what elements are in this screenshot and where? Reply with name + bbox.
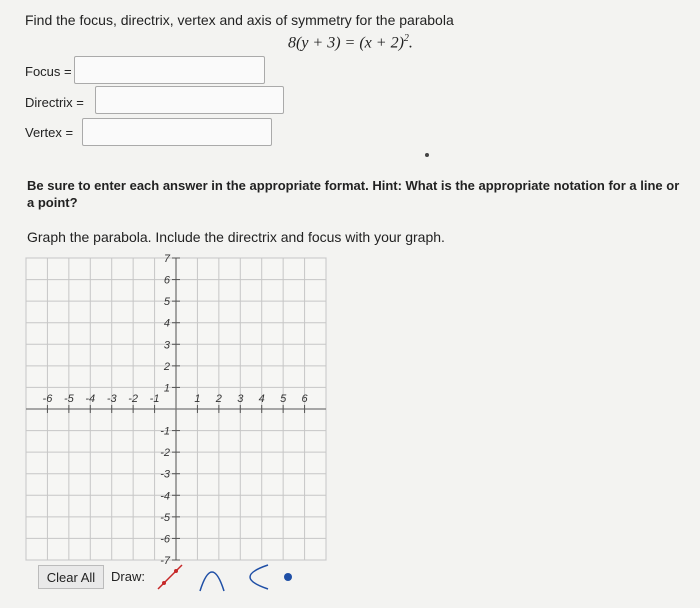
equation-exponent: 2 xyxy=(403,33,409,44)
draw-label: Draw: xyxy=(111,569,145,584)
x-tick-label: 5 xyxy=(280,393,287,405)
focus-input[interactable] xyxy=(74,56,265,84)
parabola-tool-icon[interactable] xyxy=(194,559,230,595)
x-tick-label: -6 xyxy=(42,393,53,405)
y-tick-label: -7 xyxy=(160,555,170,567)
parabola-equation xyxy=(288,33,413,52)
x-tick-label: 6 xyxy=(301,393,308,405)
y-tick-label: 5 xyxy=(163,296,170,309)
equation-text: 8(y + 3) = (x + 2) xyxy=(288,34,404,52)
stray-dot xyxy=(425,153,429,157)
format-hint: Be sure to enter each answer in the appropriate format. Hint: What is the appropriate notation for a line or a point? xyxy=(27,178,680,210)
focus-label: Focus = xyxy=(25,64,72,79)
y-tick-label: 2 xyxy=(163,360,170,373)
x-tick-label: -5 xyxy=(63,393,74,405)
x-tick-label: 1 xyxy=(194,393,201,405)
x-tick-label: 4 xyxy=(258,393,265,405)
graph-instruction: Graph the parabola. Include the directrix and focus with your graph. xyxy=(27,229,445,245)
line-tool-icon[interactable] xyxy=(152,559,188,595)
y-tick-label: -5 xyxy=(160,511,170,524)
y-tick-label: 4 xyxy=(163,317,170,330)
y-tick-label: -2 xyxy=(160,447,170,460)
y-tick-label: 7 xyxy=(163,253,170,265)
x-tick-label: -4 xyxy=(85,393,96,405)
clear-all-button[interactable]: Clear All xyxy=(38,565,104,589)
y-tick-label: 1 xyxy=(163,382,170,395)
question-prompt: Find the focus, directrix, vertex and axis of symmetry for the parabola xyxy=(25,12,454,28)
y-tick-label: 3 xyxy=(163,339,170,352)
x-tick-label: 3 xyxy=(237,393,244,405)
vertex-label: Vertex = xyxy=(25,125,74,140)
graph-canvas[interactable] xyxy=(26,253,326,567)
sideways-parabola-tool-icon[interactable] xyxy=(236,559,272,595)
directrix-input[interactable] xyxy=(95,86,284,114)
draw-tools xyxy=(152,557,300,597)
y-tick-label: -6 xyxy=(160,533,170,546)
y-tick-label: -4 xyxy=(160,490,170,503)
directrix-label: Directrix = xyxy=(25,95,84,110)
x-tick-label: -2 xyxy=(128,393,139,405)
x-tick-label: -3 xyxy=(106,393,117,405)
x-tick-label: -1 xyxy=(149,393,160,405)
y-tick-label: 6 xyxy=(163,274,170,287)
equation-end: . xyxy=(408,34,413,52)
x-tick-label: 2 xyxy=(215,393,222,405)
point-tool-icon[interactable] xyxy=(278,559,298,595)
y-tick-label: -1 xyxy=(160,425,170,438)
vertex-input[interactable] xyxy=(82,118,272,146)
y-tick-label: -3 xyxy=(160,468,170,481)
